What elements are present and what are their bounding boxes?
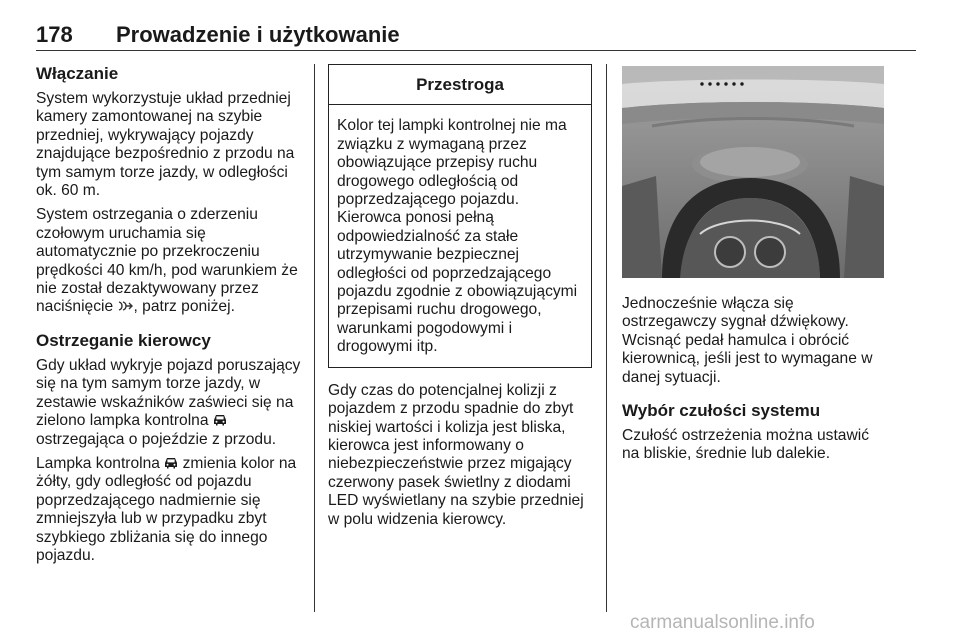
page-number: 178 <box>36 22 73 47</box>
paragraph-color-change <box>36 455 304 565</box>
paragraph-audible-signal: Jednocześnie włącza się ostrzegawczy sygnał dźwiękowy. Wcisnąć pedał hamulca i obrócić kierownicą, jeśli jest to wymagane w danej sytuacji. <box>622 295 873 386</box>
column-2 <box>328 64 592 535</box>
column-3 <box>622 64 888 470</box>
paragraph-camera: System wykorzystuje układ przedniej kamery zamontowanej na szybie przedniej, wykrywający pojazdy znajdujące bezpośrednio z przodu na tym samym torze jazdy, w odległości ok. 60 m. <box>36 90 295 200</box>
column-divider-2 <box>606 64 607 612</box>
section-heading-wlaczanie: Włączanie <box>36 64 119 83</box>
sensitivity-wave-icon <box>117 300 133 312</box>
page-title: Prowadzenie i użytkowanie <box>116 22 400 47</box>
caution-text: Kolor tej lampki kontrolnej nie ma związku z wymaganą przez obowiązujące przepisy ruchu drogowego odległością od poprzedzającego pojazdu. Kierowca ponosi pełną odpowiedzialność za stałe utrzymywanie bezpiecznej odległości od poprzedzającego pojazdu zgodnie z obowiązującymi przepisami ruchu drogowego, warunkami pogodowymi i drogowymi itp. <box>337 117 578 356</box>
page-header <box>36 22 916 50</box>
paragraph-detection <box>36 357 304 449</box>
paragraph-sensitivity: Czułość ostrzeżenia można ustawić na bliskie, średnie lub dalekie. <box>622 427 870 463</box>
column-1 <box>36 64 304 571</box>
column-divider-1 <box>314 64 315 612</box>
paragraph-text: zmienia kolor na żółty, gdy odległość od pojazdu poprzedzającego nadmiernie się zmniejszyła lub w przypadku zbyt szybkiego zbliżania się do innego pojazdu. <box>36 454 297 564</box>
paragraph-text: ostrzegająca o pojeździe z przodu. <box>36 430 277 448</box>
paragraph-text: Gdy układ wykryje pojazd poruszający się na tym samym torze jazdy, w zestawie wskaźników zaświeci się na zielono lampka kontrolna <box>36 356 301 430</box>
car-front-icon <box>164 457 178 469</box>
caution-box <box>328 64 592 368</box>
paragraph-text: , patrz poniżej. <box>133 298 235 316</box>
paragraph-collision-warning: Gdy czas do potencjalnej kolizji z pojazdem z przodu spadnie do zbyt niskiej wartości i kolizja jest bliska, kierowca jest informowany o niebezpieczeństwie przez migający czerwony pasek świetlny z diodami LED wyświetlany na szybie przedniej w polu widzenia kierowcy. <box>328 381 584 528</box>
section-heading-ostrzeganie: Ostrzeganie kierowcy <box>36 330 211 350</box>
paragraph-activation <box>36 206 304 316</box>
header-divider <box>36 50 916 51</box>
dashboard-led-image <box>622 66 884 278</box>
caution-title: Przestroga <box>329 65 591 105</box>
dashboard-illustration <box>622 66 884 278</box>
section-heading-sensitivity: Wybór czułości systemu <box>622 401 821 421</box>
paragraph-text: Lampka kontrolna <box>36 454 165 472</box>
car-front-icon <box>213 414 227 426</box>
paragraph-text: System ostrzegania o zderzeniu czołowym uruchamia się automatycznie po przekroczeniu prędkości 40 km/h, pod warunkiem że nie został dezaktywowany przez naciśnięcie <box>36 206 298 316</box>
watermark: carmanualsonline.info <box>630 612 815 633</box>
